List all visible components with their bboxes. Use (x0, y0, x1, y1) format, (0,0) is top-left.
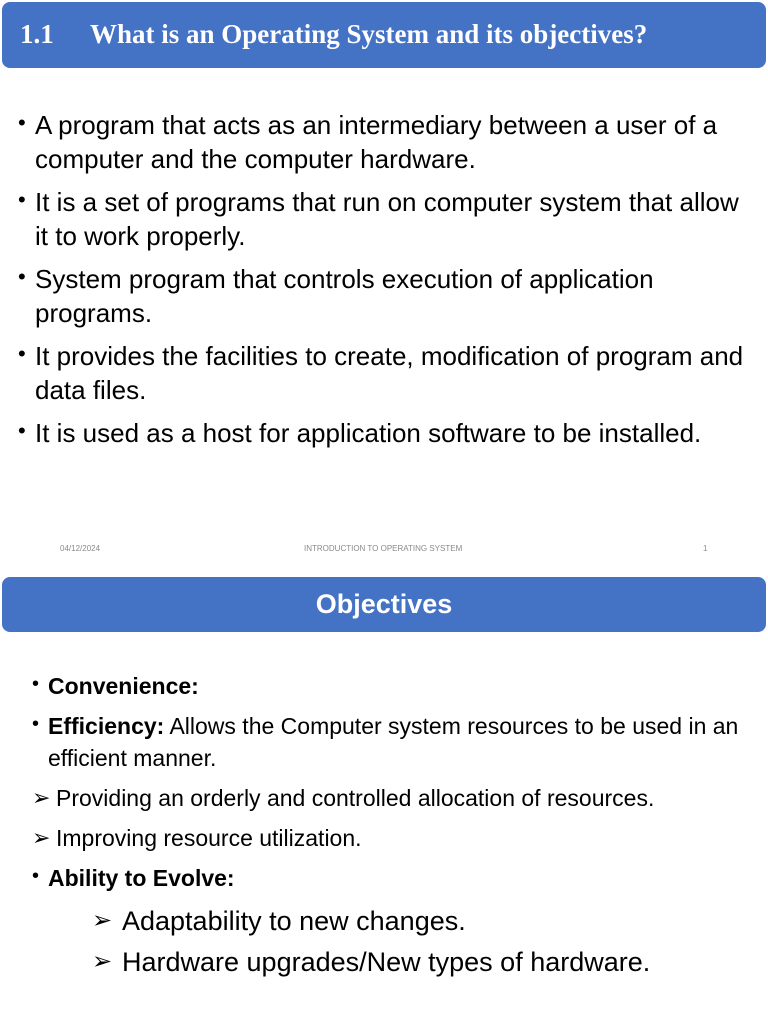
bullet-icon: • (18, 187, 26, 212)
bullet-icon: • (32, 713, 40, 735)
slide2-title: Objectives (315, 589, 453, 619)
evolve-label: Ability to Evolve: (48, 865, 235, 891)
sub-item-arrow (32, 902, 752, 940)
footer-date: 04/12/2024 (60, 544, 101, 553)
list-item (18, 339, 748, 407)
bullet-text: System program that controls execution of application programs. (35, 264, 654, 328)
bullet-icon: • (18, 418, 26, 443)
slide1-bullet-list (18, 108, 748, 459)
list-item (18, 185, 748, 253)
footer-title: INTRODUCTION TO OPERATING SYSTEM (304, 544, 463, 553)
bullet-icon: • (32, 865, 40, 887)
bullet-text: It provides the facilities to create, modification of program and data files. (35, 341, 744, 405)
bullet-icon: • (18, 264, 26, 289)
list-item-evolve (32, 862, 752, 894)
slide1-title-banner (2, 2, 766, 68)
list-item (18, 416, 748, 450)
footer-page-number: 1 (703, 544, 708, 553)
efficiency-label: Efficiency: (48, 713, 165, 739)
sub-item-text: Adaptability to new changes. (122, 906, 466, 936)
bullet-icon: • (18, 110, 26, 135)
slide2-title-banner (2, 577, 766, 632)
arrow-item-text: Providing an orderly and controlled allocation of resources. (56, 785, 655, 811)
slide1-title-text: What is an Operating System and its objectives? (90, 19, 648, 49)
convenience-label: Convenience: (48, 673, 199, 699)
list-item-arrow (32, 822, 752, 854)
arrow-bullet-icon: ➢ (92, 907, 113, 934)
section-number: 1.1 (20, 19, 54, 49)
bullet-icon: • (18, 341, 26, 366)
arrow-bullet-icon: ➢ (32, 785, 51, 810)
bullet-text: A program that acts as an intermediary between a user of a computer and the computer hardware. (35, 110, 718, 174)
efficiency-text: Allows the Computer system resources to be used in an efficient manner. (48, 713, 739, 771)
list-item-convenience (32, 670, 752, 702)
arrow-bullet-icon: ➢ (32, 825, 51, 850)
list-item (18, 108, 748, 176)
arrow-bullet-icon: ➢ (92, 948, 113, 975)
list-item-efficiency (32, 710, 752, 774)
bullet-text: It is used as a host for application software to be installed. (35, 418, 702, 448)
bullet-icon: • (32, 673, 40, 695)
sub-item-arrow (32, 943, 752, 981)
slide1-title (20, 19, 647, 50)
list-item-arrow (32, 782, 752, 814)
list-item (18, 262, 748, 330)
bullet-text: It is a set of programs that run on computer system that allow it to work properly. (35, 187, 739, 251)
objectives-list (32, 670, 752, 981)
sub-item-text: Hardware upgrades/New types of hardware. (122, 947, 651, 977)
arrow-item-text: Improving resource utilization. (56, 825, 362, 851)
